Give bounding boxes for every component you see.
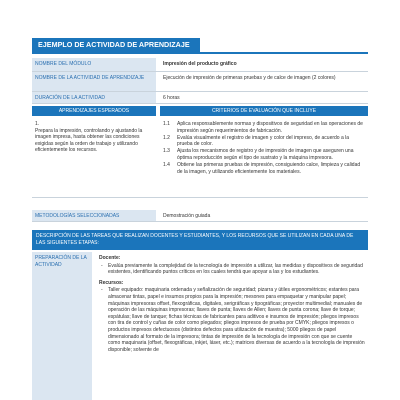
duration-label: DURACIÓN DE LA ACTIVIDAD <box>32 92 156 103</box>
recursos-title: Recursos: <box>99 279 124 286</box>
docente-title: Docente: <box>99 255 121 261</box>
module-name-label: NOMBRE DEL MÓDULO <box>32 58 156 71</box>
docente-item-text: Evalúa previamente la complejidad de la tecnología de impresión a utilizar, las medidas y dispositivos de seguridad existentes, identificando puntos críticos en los cuales tendrá que apoyar a las y los estudiantes. <box>108 262 363 276</box>
recursos-item <box>99 287 365 353</box>
criterion-number: 1.1 <box>163 121 170 127</box>
evaluation-criteria-heading: CRITERIOS DE EVALUACIÓN QUE INCLUYE <box>211 108 317 114</box>
evaluation-criteria-cell <box>160 118 368 198</box>
criterion-number: 1.4 <box>163 162 170 169</box>
activity-name-value: Ejecución de impresión de primeras pruebas y de calce de imagen (2 colores) <box>163 75 336 81</box>
module-name-value: Impresión del producto gráfico <box>163 61 237 67</box>
recursos-item-text: Taller equipado: maquinaria ordenada y señalización de seguridad; pizarra y útiles ergonométricos; estantes para almacenar tintas, papel e insumos propios para la impresión; mesones para empaquetar y manipular papel; máquinas impresoras offset, flexográficas, digitales, serigráficas y tipográficas; proyector multimedial; manuales de operación de las máquinas impresoras; llaves de punta; llaves de Allen; llaves de punta corona; llave de torque; espátulas; llave de tanque; fichas técnicas de fabricantes para aditivos e insumos de impresión; pliegos impresos con tira de control y cuñas de color como plegados; pliegos impresos de prueba por CMYK; pliegos impresos o productos impresos defectuosos (distintos defectos para utilización de muestra); 5000 pliegos de papel dimensionado al formato de la impresora; tintas de impresión de la tecnología de impresión con que se cuente como maquinaria (offset, flexográficas, inkjet, láser, etc.); matrices diversas de acuerdo a la tecnología de impresión disponible; solvente de <box>108 287 365 353</box>
criterion-text: Aplica responsablemente normas y dispositivos de seguridad en las operaciones de impresión según requerimientos de fabricación. <box>177 121 363 134</box>
criterion-item <box>163 121 365 134</box>
activity-banner: EJEMPLO DE ACTIVIDAD DE APRENDIZAJE <box>32 38 200 52</box>
activity-document <box>32 38 368 400</box>
module-name-row <box>32 58 368 72</box>
expected-learning-heading: APRENDIZAJES ESPERADOS <box>58 108 130 114</box>
bullet-dash: - <box>101 287 103 294</box>
expected-learning-number: 1. <box>35 121 40 127</box>
activity-name-label: NOMBRE DE LA ACTIVIDAD DE APRENDIZAJE <box>32 72 156 91</box>
description-header: DESCRIPCIÓN DE LAS TAREAS QUE REALIZAN DOCENTES Y ESTUDIANTES, Y LOS RECURSOS QUE SE UTILIZAN EN CADA UNA DE LAS SIGUIENTES ETAPAS: <box>32 230 368 250</box>
criterion-text: Obtiene las primeras pruebas de impresión, consiguiendo calce, limpieza y calidad de la imagen, y utilizando eficientemente los materiales. <box>177 162 361 175</box>
learning-criteria-header <box>32 106 368 116</box>
duration-value: 6 horas <box>163 95 180 101</box>
preparation-content <box>96 252 368 400</box>
banner-divider <box>32 52 368 54</box>
criterion-item <box>163 135 365 148</box>
criterion-text: Ajusta los mecanismos de registro y de impresión de imagen que aseguren una óptima reproducción según el tipo de sustrato y la máquina impresora. <box>177 148 354 161</box>
criterion-number: 1.2 <box>163 134 170 141</box>
learning-criteria-row <box>32 118 368 198</box>
methodology-value: Demostración guiada <box>163 213 211 219</box>
criterion-text: Evalúa visualmente el registro de imagen y color del impreso, de acuerdo a la prueba de color. <box>177 134 350 148</box>
expected-learning-cell <box>32 118 156 198</box>
criterion-item <box>163 162 365 175</box>
preparation-label: PREPARACIÓN DE LA ACTIVIDAD <box>32 252 92 400</box>
methodology-label: METODOLOGÍAS SELECCIONADAS <box>32 210 156 221</box>
criterion-item <box>163 148 365 161</box>
activity-name-row <box>32 72 368 92</box>
criterion-number: 1.3 <box>163 148 170 155</box>
methodology-row <box>32 210 368 222</box>
duration-row <box>32 92 368 104</box>
bullet-dash: - <box>101 262 103 269</box>
expected-learning-text: Prepara la impresión, controlando y ajustando la imagen impresa, hasta obtener las condiciones exigidas según la orden de trabajo y utilizando eficientemente los recursos. <box>35 127 143 154</box>
docente-item <box>99 263 365 276</box>
